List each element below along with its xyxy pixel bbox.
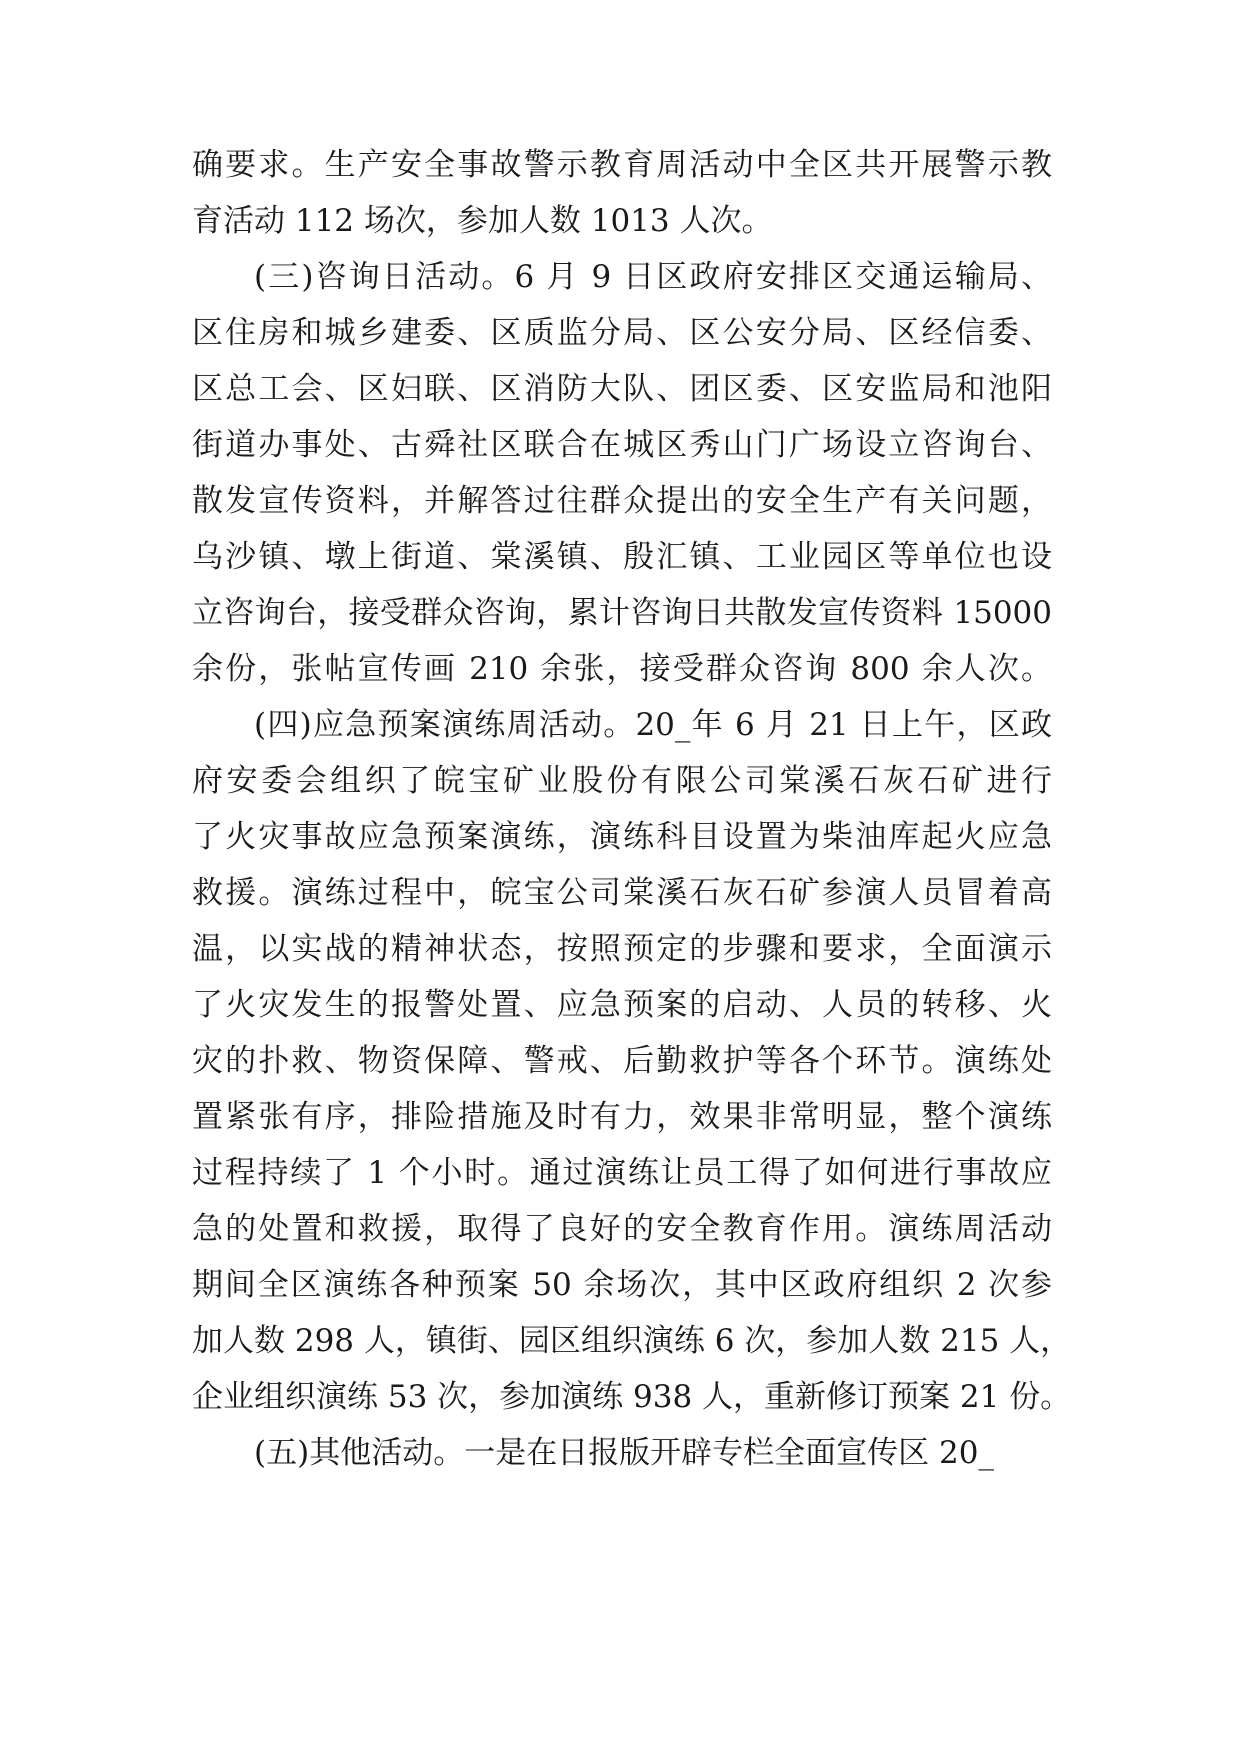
text-line: 确要求。生产安全事故警示教育周活动中全区共开展警示教 xyxy=(192,147,1052,183)
text-line: 急的处置和救援，取得了良好的安全教育作用。演练周活动 xyxy=(192,1211,1052,1247)
text-line: 了火灾发生的报警处置、应急预案的启动、人员的转移、火 xyxy=(192,987,1052,1023)
text-line: 街道办事处、古舜社区联合在城区秀山门广场设立咨询台、 xyxy=(192,427,1052,463)
text-line: 余份，张帖宣传画 210 余张，接受群众咨询 800 余人次。 xyxy=(192,651,1052,687)
text-line: 救援。演练过程中，皖宝公司棠溪石灰石矿参演人员冒着高 xyxy=(192,875,1052,911)
text-line: 育活动 112 场次，参加人数 1013 人次。 xyxy=(192,203,773,239)
text-line: 立咨询台，接受群众咨询，累计咨询日共散发宣传资料 15000 xyxy=(192,595,1052,631)
text-line: 过程持续了 1 个小时。通过演练让员工得了如何进行事故应 xyxy=(192,1155,1052,1191)
text-line: 企业组织演练 53 次，参加演练 938 人，重新修订预案 21 份。 xyxy=(192,1379,1072,1415)
text-line: 期间全区演练各种预案 50 余场次，其中区政府组织 2 次参 xyxy=(192,1267,1052,1303)
text-line: 灾的扑救、物资保障、警戒、后勤救护等各个环节。演练处 xyxy=(192,1043,1052,1079)
text-line: 府安委会组织了皖宝矿业股份有限公司棠溪石灰石矿进行 xyxy=(192,763,1052,799)
text-line: 置紧张有序，排险措施及时有力，效果非常明显，整个演练 xyxy=(192,1099,1052,1135)
text-line: 区住房和城乡建委、区质监分局、区公安分局、区经信委、 xyxy=(192,315,1052,351)
text-line: 了火灾事故应急预案演练，演练科目设置为柴油库起火应急 xyxy=(192,819,1052,855)
text-line: 乌沙镇、墩上街道、棠溪镇、殷汇镇、工业园区等单位也设 xyxy=(192,539,1052,575)
paragraph-heading-line: (三)咨询日活动。6 月 9 日区政府安排区交通运输局、 xyxy=(254,259,1052,295)
paragraph-heading-line: (四)应急预案演练周活动。20_年 6 月 21 日上午，区政 xyxy=(254,707,1052,743)
text-line: 区总工会、区妇联、区消防大队、团区委、区安监局和池阳 xyxy=(192,371,1052,407)
text-line: 温，以实战的精神状态，按照预定的步骤和要求，全面演示 xyxy=(192,931,1052,967)
text-line: 散发宣传资料，并解答过往群众提出的安全生产有关问题， xyxy=(192,483,1052,519)
paragraph-heading-line: (五)其他活动。一是在日报版开辟专栏全面宣传区 20_ xyxy=(254,1435,994,1471)
text-line: 加人数 298 人，镇街、园区组织演练 6 次，参加人数 215 人， xyxy=(192,1323,1072,1359)
